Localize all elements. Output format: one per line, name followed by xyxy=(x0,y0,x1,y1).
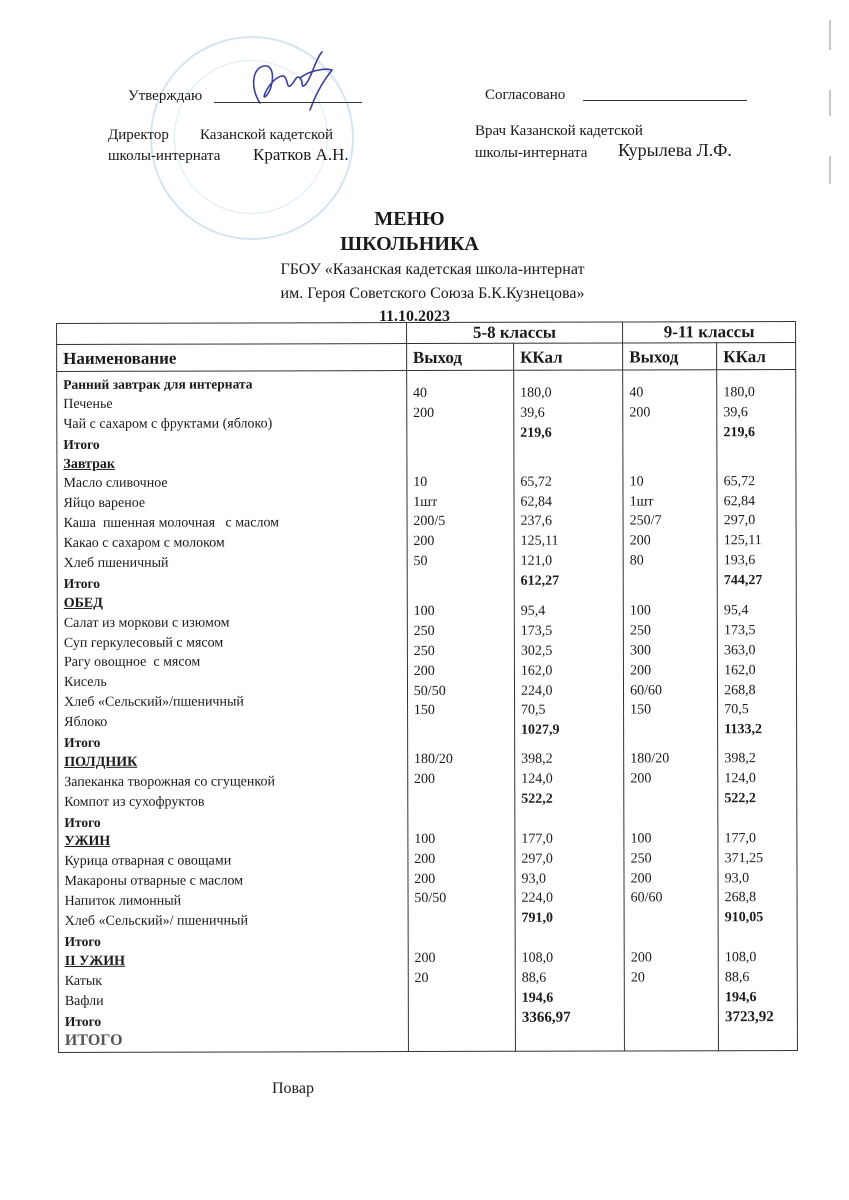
section-total-label: Итого xyxy=(64,814,101,830)
section-total-value: 219,6 xyxy=(520,425,552,441)
dish-name: Запеканка творожная со сгущенкой xyxy=(64,774,275,790)
output-value: 100 xyxy=(630,831,652,847)
section-title: ПОЛДНИК xyxy=(64,754,138,770)
org-text-1: ГБОУ «Казанская кадетская школа-интернат xyxy=(280,261,585,278)
kcal-value: 88,6 xyxy=(521,970,547,986)
kcal-value: 268,8 xyxy=(724,890,757,906)
kcal-value: 39,6 xyxy=(723,405,748,421)
kcal-value: 39,6 xyxy=(520,405,545,421)
output-value: 200 xyxy=(630,950,652,966)
kcal-value: 302,5 xyxy=(520,643,553,659)
section-total-value: 744,27 xyxy=(723,573,763,589)
dish-name: Макароны отварные с маслом xyxy=(64,873,244,890)
kcal-value: 162,0 xyxy=(520,663,553,679)
output-value: 200 xyxy=(630,871,652,887)
dish-name: Вафли xyxy=(64,993,104,1009)
output-value: 100 xyxy=(629,603,651,619)
output-value: 200/5 xyxy=(413,514,446,530)
kcal-value: 93,0 xyxy=(521,871,546,887)
output-value: 150 xyxy=(413,703,435,719)
dish-name: Чай с сахаром с фруктами (яблоко) xyxy=(63,416,273,432)
kcal-value: 173,5 xyxy=(520,623,553,639)
kcal-value: 124,0 xyxy=(521,771,553,787)
title-line1: МЕНЮ xyxy=(374,208,445,230)
output-value: 100 xyxy=(414,831,436,847)
dish-name: Печенье xyxy=(63,396,113,412)
section-title: Ранний завтрак для интерната xyxy=(63,376,253,392)
dish-name: Хлеб «Сельский»/ пшеничный xyxy=(64,913,248,929)
dish-name: Кисель xyxy=(63,675,107,691)
kcal-value: 125,11 xyxy=(520,533,559,550)
cook-label: Повар xyxy=(272,1080,314,1097)
kcal-value: 180,0 xyxy=(723,385,755,401)
output-value: 50 xyxy=(413,554,428,570)
output-value: 150 xyxy=(630,702,652,718)
date-text: 11.10.2023 xyxy=(378,308,451,325)
section-title: II УЖИН xyxy=(64,953,126,969)
kcal-value: 398,2 xyxy=(724,751,756,767)
output-value: 200 xyxy=(413,405,435,421)
group-header-empty xyxy=(57,323,407,345)
kcal-value: 124,0 xyxy=(724,771,756,787)
dish-name: Суп геркулесовый с мясом xyxy=(63,635,224,651)
dish-name: Яблоко xyxy=(64,714,108,731)
output-value: 20 xyxy=(630,970,645,986)
grand-total-label: ИТОГО xyxy=(64,1032,123,1050)
output-value: 200 xyxy=(414,951,436,967)
section-total-label: Итого xyxy=(63,436,100,452)
doctor-institution: школы-интерната xyxy=(475,145,588,161)
grand-total-9-11: 3723,92 xyxy=(724,1008,774,1026)
kcal-value: 398,2 xyxy=(521,751,553,768)
title-line2: ШКОЛЬНИКА xyxy=(340,233,479,255)
dish-name: Масло сливочное xyxy=(63,476,168,492)
output-value: 200 xyxy=(629,405,651,421)
section-title: ОБЕД xyxy=(63,595,103,611)
kcal-9-11-column xyxy=(717,370,798,1051)
dish-name: Катык xyxy=(64,973,103,989)
output-value: 200 xyxy=(414,772,436,788)
director-institution: Казанской кадетской xyxy=(200,127,333,143)
kcal-value: 193,6 xyxy=(723,553,756,569)
dish-name: Компот из сухофруктов xyxy=(64,794,205,810)
output-value: 250/7 xyxy=(629,513,662,529)
column-header-row xyxy=(57,343,796,372)
output-value: 250 xyxy=(629,623,651,639)
section-total-value: 194,6 xyxy=(724,990,757,1006)
section-total-value: 194,6 xyxy=(521,990,554,1006)
section-total-label: Итого xyxy=(64,734,101,750)
kcal-value: 93,0 xyxy=(724,870,750,886)
output-value: 60/60 xyxy=(630,682,663,699)
output-value: 200 xyxy=(630,771,652,787)
group-header-row xyxy=(57,322,796,345)
section-total-value: 219,6 xyxy=(723,424,755,441)
kcal-value: 108,0 xyxy=(521,950,554,966)
output-value: 250 xyxy=(630,851,652,867)
dish-name: Хлеб пшеничный xyxy=(63,555,169,571)
kcal-value: 65,72 xyxy=(723,473,756,489)
output-value: 200 xyxy=(414,871,436,887)
col-header-output-9-11: Выход xyxy=(623,343,717,370)
doctor-name: Курылева Л.Ф. xyxy=(618,140,732,160)
names-column xyxy=(57,371,409,1053)
kcal-value: 177,0 xyxy=(521,831,553,847)
section-total-label: Итого xyxy=(64,933,101,949)
output-value: 10 xyxy=(413,474,428,490)
output-value: 250 xyxy=(413,623,435,639)
kcal-value: 224,0 xyxy=(521,891,554,907)
section-title: Завтрак xyxy=(63,456,115,472)
kcal-value: 180,0 xyxy=(520,385,552,401)
section-total-value: 1133,2 xyxy=(724,722,762,738)
approve-signature-line xyxy=(214,102,362,103)
kcal-value: 125,11 xyxy=(723,533,762,549)
section-total-value: 522,2 xyxy=(724,791,756,807)
col-header-output-5-8: Выход xyxy=(406,343,513,370)
menu-body-row xyxy=(57,370,798,1053)
organization-line2 xyxy=(0,285,849,303)
dish-name: Рагу овощное с мясом xyxy=(63,655,201,671)
output-value: 300 xyxy=(629,643,652,659)
output-value: 50/50 xyxy=(413,683,446,699)
doctor-position: Врач Казанской кадетской xyxy=(475,123,643,139)
kcal-5-8-column xyxy=(514,370,625,1052)
kcal-value: 108,0 xyxy=(724,950,757,966)
dish-name: Напиток лимонный xyxy=(64,893,182,910)
output-9-11-column xyxy=(623,370,719,1052)
kcal-value: 363,0 xyxy=(724,642,756,659)
output-value: 200 xyxy=(414,851,436,867)
section-total-value: 522,2 xyxy=(521,791,553,807)
director-signature xyxy=(230,48,340,118)
col-header-kcal-9-11: ККал xyxy=(717,343,796,370)
output-value: 180/20 xyxy=(413,752,453,768)
page-subtitle xyxy=(0,233,849,256)
page-title xyxy=(0,208,849,231)
output-value: 180/20 xyxy=(630,751,670,767)
org-text-2: им. Героя Советского Союза Б.К.Кузнецова» xyxy=(280,285,585,302)
dish-name: Хлеб «Сельский»/пшеничный xyxy=(64,694,244,711)
kcal-value: 268,8 xyxy=(724,682,756,698)
section-title: УЖИН xyxy=(64,834,111,850)
organization-line1 xyxy=(0,261,849,279)
kcal-value: 297,0 xyxy=(723,513,756,529)
scan-edge-marks xyxy=(829,20,831,224)
dish-name: Салат из моркови с изюмом xyxy=(63,615,230,631)
dish-name: Какао с сахаром с молоком xyxy=(63,535,225,552)
output-value: 200 xyxy=(413,534,435,550)
kcal-value: 62,84 xyxy=(723,493,756,509)
grand-total-5-8: 3366,97 xyxy=(521,1009,571,1026)
kcal-value: 371,25 xyxy=(724,850,764,866)
output-value: 250 xyxy=(413,643,435,659)
dish-name: Каша пшенная молочная с маслом xyxy=(63,515,280,532)
output-value: 200 xyxy=(413,663,435,679)
output-value: 200 xyxy=(629,533,651,549)
output-value: 40 xyxy=(629,385,644,401)
output-value: 80 xyxy=(629,553,644,569)
output-value: 60/60 xyxy=(630,890,663,906)
kcal-value: 88,6 xyxy=(724,970,750,986)
output-value: 100 xyxy=(413,603,435,620)
output-5-8-column xyxy=(406,370,515,1052)
section-total-value: 910,05 xyxy=(724,910,764,926)
director-name: Кратков А.Н. xyxy=(253,145,349,164)
output-value: 200 xyxy=(630,663,652,679)
output-value: 40 xyxy=(412,385,428,402)
output-value: 1шт xyxy=(629,493,654,510)
kcal-value: 297,0 xyxy=(521,851,553,867)
director-institution-line2: школы-интерната xyxy=(108,148,221,164)
dish-name: Яйцо вареное xyxy=(63,496,146,512)
kcal-value: 224,0 xyxy=(520,683,553,699)
section-total-label: Итого xyxy=(63,575,100,591)
kcal-value: 237,6 xyxy=(520,514,553,530)
kcal-value: 95,4 xyxy=(723,603,749,619)
group-header-9-11: 9-11 классы xyxy=(623,322,796,343)
kcal-value: 95,4 xyxy=(520,603,546,619)
output-value: 1шт xyxy=(413,494,438,510)
section-total-value: 791,0 xyxy=(521,911,554,927)
kcal-value: 70,5 xyxy=(724,702,749,718)
kcal-value: 162,0 xyxy=(724,662,756,678)
kcal-value: 65,72 xyxy=(520,474,552,490)
group-header-5-8: 5-8 классы xyxy=(406,322,622,344)
agreed-label: Согласовано xyxy=(485,87,566,103)
approve-label: Утверждаю xyxy=(128,88,203,104)
section-total-value: 612,27 xyxy=(520,573,560,589)
kcal-value: 173,5 xyxy=(723,623,756,639)
dish-name: Курица отварная с овощами xyxy=(64,853,232,870)
kcal-value: 70,5 xyxy=(520,703,546,719)
director-position: Директор xyxy=(108,127,169,143)
output-value: 10 xyxy=(629,474,644,490)
section-total-value: 1027,9 xyxy=(521,723,560,739)
output-value: 50/50 xyxy=(414,891,447,907)
menu-table xyxy=(56,321,798,1053)
kcal-value: 177,0 xyxy=(724,830,757,847)
kcal-value: 62,84 xyxy=(520,494,552,510)
agreed-signature-line xyxy=(583,100,747,101)
output-value: 20 xyxy=(414,971,429,987)
section-total-label: Итого xyxy=(64,1013,102,1029)
kcal-value: 121,0 xyxy=(520,553,553,569)
col-header-name: Наименование xyxy=(57,344,407,372)
col-header-kcal-5-8: ККал xyxy=(514,343,623,370)
